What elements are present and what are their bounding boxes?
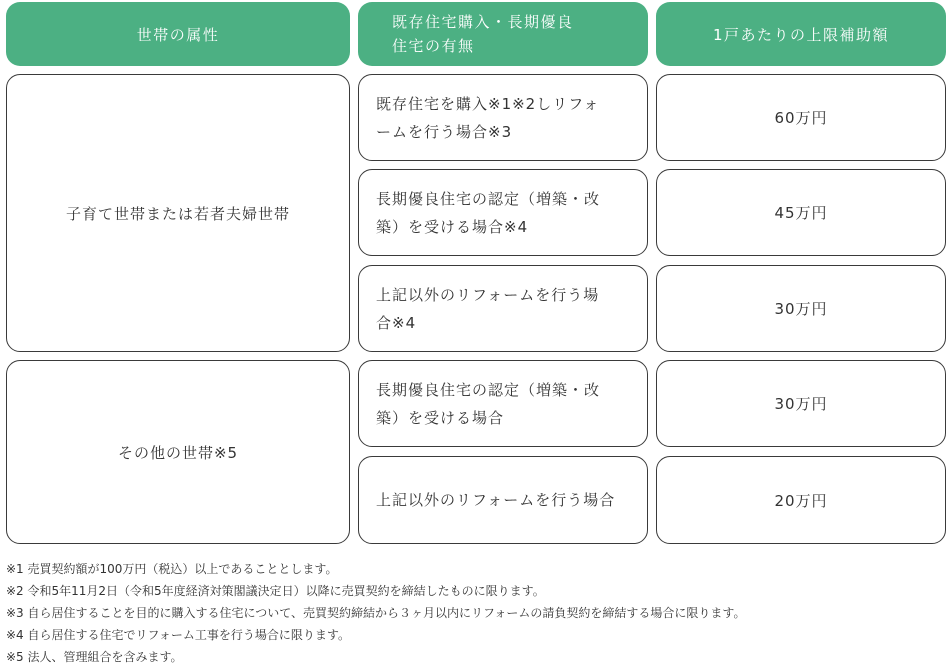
amount-cell: 30万円 [656,265,946,352]
header-subsidy-limit: 1戸あたりの上限補助額 [656,2,946,66]
footnote-3: ※3 自ら居住することを目的に購入する住宅について、売買契約締結から３ヶ月以内にリフォームの請負契約を締結する場合に限ります。 [6,606,746,620]
amount-cell: 20万円 [656,456,946,544]
footnote-1: ※1 売買契約額が100万円（税込）以上であることとします。 [6,562,338,576]
footnote-2: ※2 令和5年11月2日（令和5年度経済対策閣議決定日）以降に売買契約を締結したものに限ります。 [6,584,545,598]
footnotes [6,558,942,668]
header-purchase-longterm: 既存住宅購入・長期優良 住宅の有無 [358,2,648,66]
footnote-4: ※4 自ら居住する住宅でリフォーム工事を行う場合に限ります。 [6,628,350,642]
amount-cell: 60万円 [656,74,946,161]
attribute-other-household: その他の世帯※5 [6,360,350,544]
condition-cell: 既存住宅を購入※1※2しリフォ ームを行う場合※3 [358,74,648,161]
condition-cell: 長期優良住宅の認定（増築・改 築）を受ける場合※4 [358,169,648,256]
condition-cell: 上記以外のリフォームを行う場合 [358,456,648,544]
amount-cell: 45万円 [656,169,946,256]
header-household-attribute: 世帯の属性 [6,2,350,66]
condition-cell: 長期優良住宅の認定（増築・改 築）を受ける場合 [358,360,648,447]
condition-cell: 上記以外のリフォームを行う場 合※4 [358,265,648,352]
attribute-child-young-couple: 子育て世帯または若者夫婦世帯 [6,74,350,352]
amount-cell: 30万円 [656,360,946,447]
footnote-5: ※5 法人、管理組合を含みます。 [6,650,183,664]
